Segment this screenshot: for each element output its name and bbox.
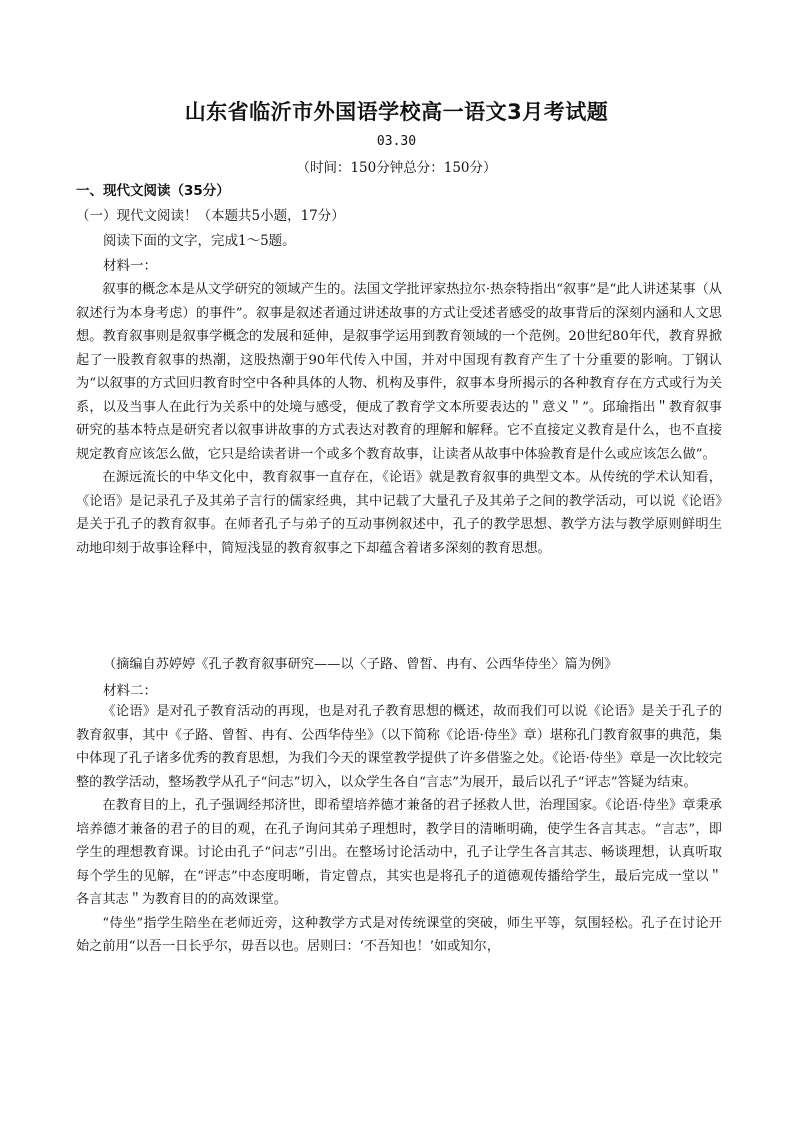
material2-paragraph: “侍坐”指学生陪坐在老师近旁，这种教学方式是对传统课堂的突破，师生平等，氛围轻松。孔子在讨论开始之前用“以吾一日长乎尔，毋吾以也。居则曰：‘不吾知也！’如或知尔，	[76, 915, 722, 954]
material2-paragraph: 《论语》是对孔子教育活动的再现，也是对孔子教育思想的概述，故而我们可以说《论语》是关于孔子的教育叙事，其中《子路、曾皙、冉有、公西华侍坐》（以下简称《论语·侍坐》章）堪称孔门教育叙事的典范，集中体现了孔子诸多优秀的教育思想，为我们今天的课堂教学提供了许多借鉴之处。《论语·侍坐》章是一次比较完整的教学活动，整场教学从孔子“问志”切入，以众学生各自“言志”为展开，最后以孔子“评志”答疑为结束。	[76, 704, 722, 790]
exam-time-info: （时间：150分钟总分：150分）	[296, 160, 497, 176]
material1-paragraph: 在源远流长的中华文化中，教育叙事一直存在，《论语》就是教育叙事的典型文本。从传统的学术认知看，《论语》是记录孔子及其弟子言行的儒家经典，其中记载了大量孔子及其弟子之间的教学活动，可以说《论语》是关于孔子的教育叙事。在师者孔子与弟子的互动事例叙述中，孔子的教学思想、教学方法与教学原则鲜明生动地印刻于故事诠释中，简短浅显的教育叙事之下却蕴含着诸多深刻的教育思想。	[76, 470, 722, 556]
material2-paragraph: 在教育目的上，孔子强调经邦济世，即希望培养德才兼备的君子拯救人世，治理国家。《论语·侍坐》章秉承培养德才兼备的君子的目的观，在孔子询问其弟子理想时，教学目的清晰明确，使学生各言其志。“言志”，即学生的理想教育课。讨论由孔子“问志”引出。在整场讨论活动中，孔子让学生各言其志、畅谈理想，认真听取每个学生的见解，在“评志”中态度明晰，肯定曾点，其实也是将孔子的道德观传播给学生，最后完成一堂以＂各言其志＂为教育目的的高效课堂。	[76, 798, 722, 907]
material2-body	[76, 700, 722, 959]
section-heading: 一、现代文阅读（35分）	[76, 183, 230, 199]
exam-title: 山东省临沂市外国语学校高一语文3月考试题	[184, 100, 609, 124]
material1-label: 材料一：	[103, 258, 157, 274]
material1-citation: （摘编自苏婷婷《孔子教育叙事研究——以〈子路、曾皙、冉有、公西华侍坐〉篇为例》	[103, 657, 618, 672]
material1-body	[76, 278, 722, 560]
reading-instruction: 阅读下面的文字，完成1～5题。	[103, 233, 296, 249]
material1-paragraph: 叙事的概念本是从文学研究的领域产生的。法国文学批评家热拉尔·热奈特指出“叙事”是“此人讲述某事（从叙述行为本身考虑）的事件”。叙事是叙述者通过讲述故事的方式让受述者感受的故事背后的深刻内涵和人文思想。教育叙事则是叙事学概念的发展和延伸，是叙事学运用到教育领域的一个范例。20世纪80年代，教育界掀起了一股教育叙事的热潮，这股热潮于90年代传入中国，并对中国现有教育产生了十分重要的影响。丁钢认为“以叙事的方式回归教育时空中各种具体的人物、机构及事件，叙事本身所揭示的各种教育存在方式或行为关系，以及当事人在此行为关系中的处境与感受，便成了教育学文本所要表达的＂意义＂”。邱瑜指出＂教育叙事研究的基本特点是研究者以叙事讲故事的方式表达对教育的理解和解释。它不直接定义教育是什么，也不直接规定教育应该怎么做，它只是给读者讲一个或多个教育故事，让读者从故事中体验教育是什么或应该怎么做”。	[76, 282, 722, 462]
exam-date: 03.30	[376, 134, 417, 149]
material2-label: 材料二：	[103, 683, 157, 699]
subsection-heading: （一）现代文阅读！（本题共5小题，17分）	[76, 208, 345, 224]
